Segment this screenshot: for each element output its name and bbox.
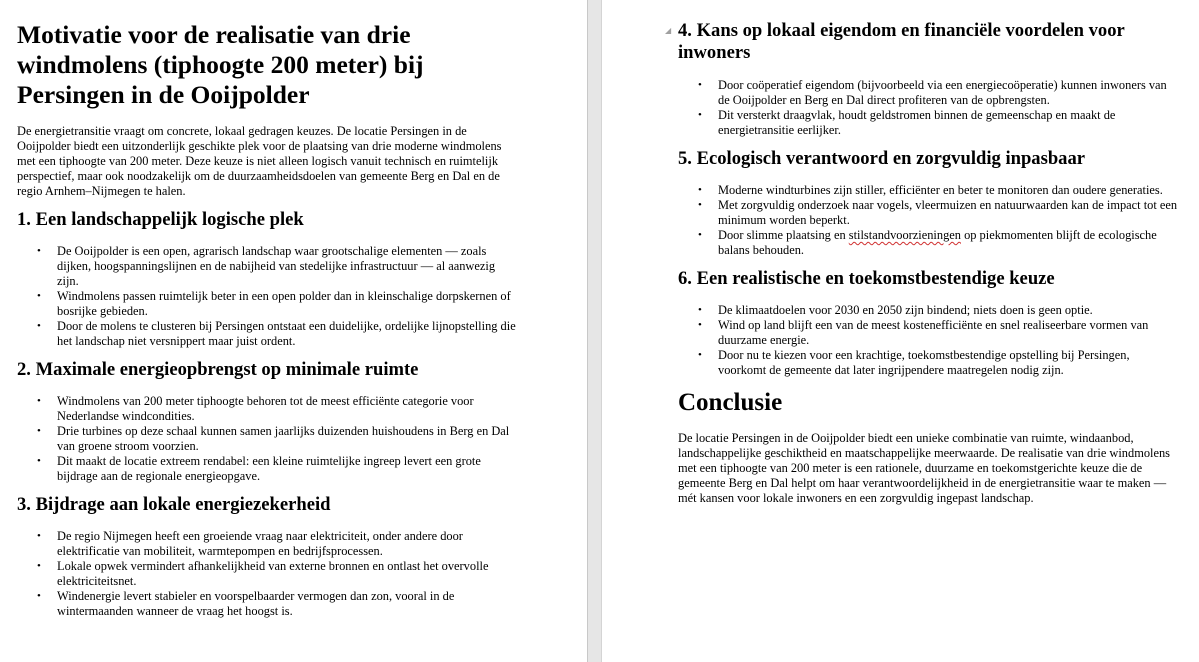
page-left-content — [17, 20, 517, 619]
conclusion-heading[interactable]: Conclusie — [678, 389, 783, 416]
list-item[interactable]: • De regio Nijmegen heeft een groeiende vraag naar elektriciteit, onder andere door elektrificatie van mobiliteit, warmtepompen en bedrijfsprocessen. — [17, 529, 517, 559]
collapse-triangle-icon[interactable]: ◢ — [665, 26, 672, 35]
list-item[interactable]: • Windmolens van 200 meter tiphoogte behoren tot de meest efficiënte categorie voor Nederlandse windcondities. — [17, 394, 517, 424]
section-5-heading[interactable]: 5. Ecologisch verantwoord en zorgvuldig inpasbaar — [678, 148, 1086, 169]
section-6-list — [678, 303, 1178, 378]
section-4-list — [678, 78, 1178, 138]
section-4-heading[interactable]: 4. Kans op lokaal eigendom en financiële voordelen voor inwoners — [678, 20, 1125, 63]
intro-paragraph[interactable]: De energietransitie vraagt om concrete, lokaal gedragen keuzes. De locatie Persingen in de Ooijpolder biedt een uitzonderlijk geschikte plek voor de plaatsing van drie moderne windmolens met een tiphoogte van 200 meter. Deze keuze is niet alleen logisch vanuit technisch en ruimtelijk perspectief, maar ook noodzakelijk om de duurzaamheidsdoelen van gemeente Berg en Dal en de regio Arnhem–Nijmegen te halen. — [17, 124, 502, 198]
section-2-list — [17, 394, 517, 484]
section-1-list — [17, 244, 517, 349]
list-item[interactable]: • Door coöperatief eigendom (bijvoorbeeld via een energiecoöperatie) kunnen inwoners van de Ooijpolder en Berg en Dal direct profiteren van de opbrengsten. — [678, 78, 1178, 108]
list-item[interactable]: • Door nu te kiezen voor een krachtige, toekomstbestendige opstelling bij Persingen, voorkomt de gemeente dat later ingrijpendere maatregelen nodig zijn. — [678, 348, 1178, 378]
page-right — [602, 0, 1199, 662]
list-item[interactable]: • Dit versterkt draagvlak, houdt geldstromen binnen de gemeenschap en maakt de energietransitie eerlijker. — [678, 108, 1178, 138]
list-item[interactable]: • Door de molens te clusteren bij Persingen ontstaat een duidelijke, ordelijke lijnopstelling die het landschap niet versnippert maar juist ordent. — [17, 319, 517, 349]
list-item[interactable]: • De Ooijpolder is een open, agrarisch landschap waar grootschalige elementen — zoals dijken, hoogspanningslijnen en de nabijheid van stedelijke infrastructuur — al aanwezig zijn. — [17, 244, 517, 289]
section-3-heading[interactable]: 3. Bijdrage aan lokale energiezekerheid — [17, 494, 331, 515]
gutter-divider-left — [587, 0, 588, 662]
page-left — [0, 0, 587, 662]
list-item-text: op piekmomenten blijft de ecologische balans behouden. — [718, 228, 1157, 257]
list-item[interactable]: • Drie turbines op deze schaal kunnen samen jaarlijks duizenden huishoudens in Berg en Dal van groene stroom voorzien. — [17, 424, 517, 454]
conclusion-paragraph[interactable]: De locatie Persingen in de Ooijpolder biedt een unieke combinatie van ruimte, windaanbod, landschappelijke geschiktheid en maatschappelijke meerwaarde. De realisatie van drie windmolens met een tiphoogte van 200 meter is een rationele, duurzame en toekomstgerichte keuze die de gemeente Berg en Dal helpt om haar verantwoordelijkheid in de energietransitie waar te maken — mét kansen voor lokale inwoners en een zorgvuldig ingepast landschap. — [678, 431, 1170, 505]
list-item[interactable]: • Lokale opwek vermindert afhankelijkheid van externe bronnen en ontlast het overvolle elektriciteitsnet. — [17, 559, 517, 589]
list-item[interactable]: • De klimaatdoelen voor 2030 en 2050 zijn bindend; niets doen is geen optie. — [678, 303, 1178, 318]
list-item-text: Door slimme plaatsing en — [718, 228, 849, 242]
section-6-heading[interactable]: 6. Een realistische en toekomstbestendige keuze — [678, 268, 1055, 289]
list-item[interactable]: • Moderne windturbines zijn stiller, efficiënter en beter te monitoren dan oudere generaties. — [678, 183, 1178, 198]
page-gutter — [587, 0, 602, 662]
list-item[interactable]: • Met zorgvuldig onderzoek naar vogels, vleermuizen en natuurwaarden kan de impact tot een minimum worden beperkt. — [678, 198, 1178, 228]
list-item[interactable]: • Windmolens passen ruimtelijk beter in een open polder dan in kleinschalige dorpskernen of bosrijke gebieden. — [17, 289, 517, 319]
page-right-content — [678, 20, 1178, 506]
section-5-list — [678, 183, 1178, 258]
list-item[interactable]: • Dit maakt de locatie extreem rendabel: een kleine ruimtelijke ingreep levert een grote bijdrage aan de regionale energieopgave. — [17, 454, 517, 484]
list-item[interactable]: • Windenergie levert stabieler en voorspelbaarder vermogen dan zon, vooral in de wintermaanden wanneer de vraag het hoogst is. — [17, 589, 517, 619]
section-1-heading[interactable]: 1. Een landschappelijk logische plek — [17, 209, 304, 230]
list-item[interactable] — [678, 228, 1178, 258]
document-title[interactable]: Motivatie voor de realisatie van drie windmolens (tiphoogte 200 meter) bij Persingen in de Ooijpolder — [17, 20, 424, 109]
list-item[interactable]: • Wind op land blijft een van de meest kostenefficiënte en snel realiseerbare vormen van duurzame energie. — [678, 318, 1178, 348]
section-2-heading[interactable]: 2. Maximale energieopbrengst op minimale ruimte — [17, 359, 419, 380]
section-3-list — [17, 529, 517, 619]
spelling-flagged-word[interactable]: stilstandvoorzieningen — [848, 228, 961, 242]
